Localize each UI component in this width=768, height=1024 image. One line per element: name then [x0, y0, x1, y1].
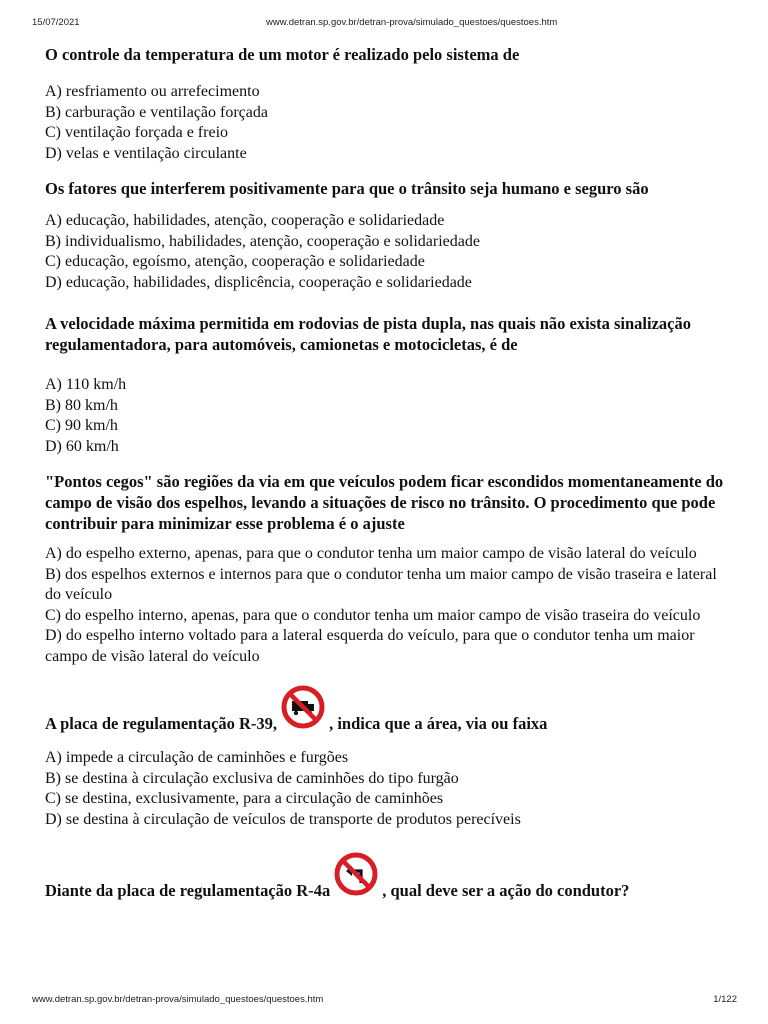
option-c: C) 90 km/h	[45, 417, 118, 434]
options-list	[45, 544, 725, 667]
question-text-before: A placa de regulamentação R-39,	[45, 714, 278, 733]
question-text: A velocidade máxima permitida em rodovias de pista dupla, nas quais não exista sinalização regulamentadora, para automóveis, camionetas e motocicletas, é de	[45, 314, 691, 354]
question-text	[45, 685, 725, 734]
option-c: C) se destina, exclusivamente, para a circulação de caminhões	[45, 790, 444, 807]
option-a: A) do espelho externo, apenas, para que o condutor tenha um maior campo de visão lateral do veículo	[45, 545, 697, 562]
question-text-after: , qual deve ser a ação do condutor?	[382, 881, 630, 900]
option-a: A) educação, habilidades, atenção, cooperação e solidariedade	[45, 212, 445, 229]
option-d: D) educação, habilidades, displicência, cooperação e solidariedade	[45, 273, 472, 291]
option-b: B) carburação e ventilação forçada	[45, 103, 268, 121]
option-b: B) 80 km/h	[45, 396, 118, 414]
footer-url: www.detran.sp.gov.br/detran-prova/simulado_questoes/questoes.htm	[32, 994, 324, 1005]
option-b: B) dos espelhos externos e internos para que o condutor tenha um maior campo de visão traseira e lateral do veículo	[45, 565, 717, 603]
option-c: C) do espelho interno, apenas, para que o condutor tenha um maior campo de visão traseira do veículo	[45, 606, 701, 624]
question-4	[45, 471, 725, 667]
option-a: A) impede a circulação de caminhões e furgões	[45, 749, 349, 766]
question-3	[45, 313, 725, 457]
option-a: A) resfriamento ou arrefecimento	[45, 83, 260, 100]
option-b: B) se destina à circulação exclusiva de caminhões do tipo furgão	[45, 769, 459, 787]
no-left-turn-sign-icon	[334, 852, 378, 901]
option-c: C) ventilação forçada e freio	[45, 124, 229, 141]
header-url: www.detran.sp.gov.br/detran-prova/simulado_questoes/questoes.htm	[266, 17, 558, 28]
question-text	[45, 852, 725, 901]
option-c: C) educação, egoísmo, atenção, cooperação e solidariedade	[45, 253, 425, 270]
option-d: D) do espelho interno voltado para a lateral esquerda do veículo, para que o condutor tenha um maior campo de visão lateral do veículo	[45, 627, 695, 665]
questions-list	[45, 44, 725, 915]
option-d: D) 60 km/h	[45, 437, 119, 455]
question-6	[45, 852, 725, 901]
print-date: 15/07/2021	[32, 17, 80, 28]
option-b: B) individualismo, habilidades, atenção, cooperação e solidariedade	[45, 232, 480, 250]
question-1	[45, 44, 725, 164]
option-d: D) velas e ventilação circulante	[45, 144, 247, 162]
question-text-after: , indica que a área, via ou faixa	[329, 714, 548, 733]
page-number: 1/122	[713, 994, 737, 1005]
option-d: D) se destina à circulação de veículos de transporte de produtos perecíveis	[45, 810, 521, 828]
question-text: O controle da temperatura de um motor é realizado pelo sistema de	[45, 45, 520, 64]
no-trucks-sign-icon	[281, 685, 325, 734]
question-2	[45, 178, 725, 293]
question-text-before: Diante da placa de regulamentação R-4a	[45, 881, 331, 900]
options-list	[45, 211, 725, 293]
question-text: Os fatores que interferem positivamente para que o trânsito seja humano e seguro são	[45, 179, 649, 198]
options-list	[45, 375, 725, 457]
question-5	[45, 685, 725, 830]
question-text: "Pontos cegos" são regiões da via em que veículos podem ficar escondidos momentaneamente do campo de visão dos espelhos, levando a situações de risco no trânsito. O procedimento que pode contribuir para minimizar esse problema é o ajuste	[45, 472, 724, 533]
option-a: A) 110 km/h	[45, 376, 127, 393]
options-list	[45, 748, 725, 830]
options-list	[45, 82, 725, 164]
